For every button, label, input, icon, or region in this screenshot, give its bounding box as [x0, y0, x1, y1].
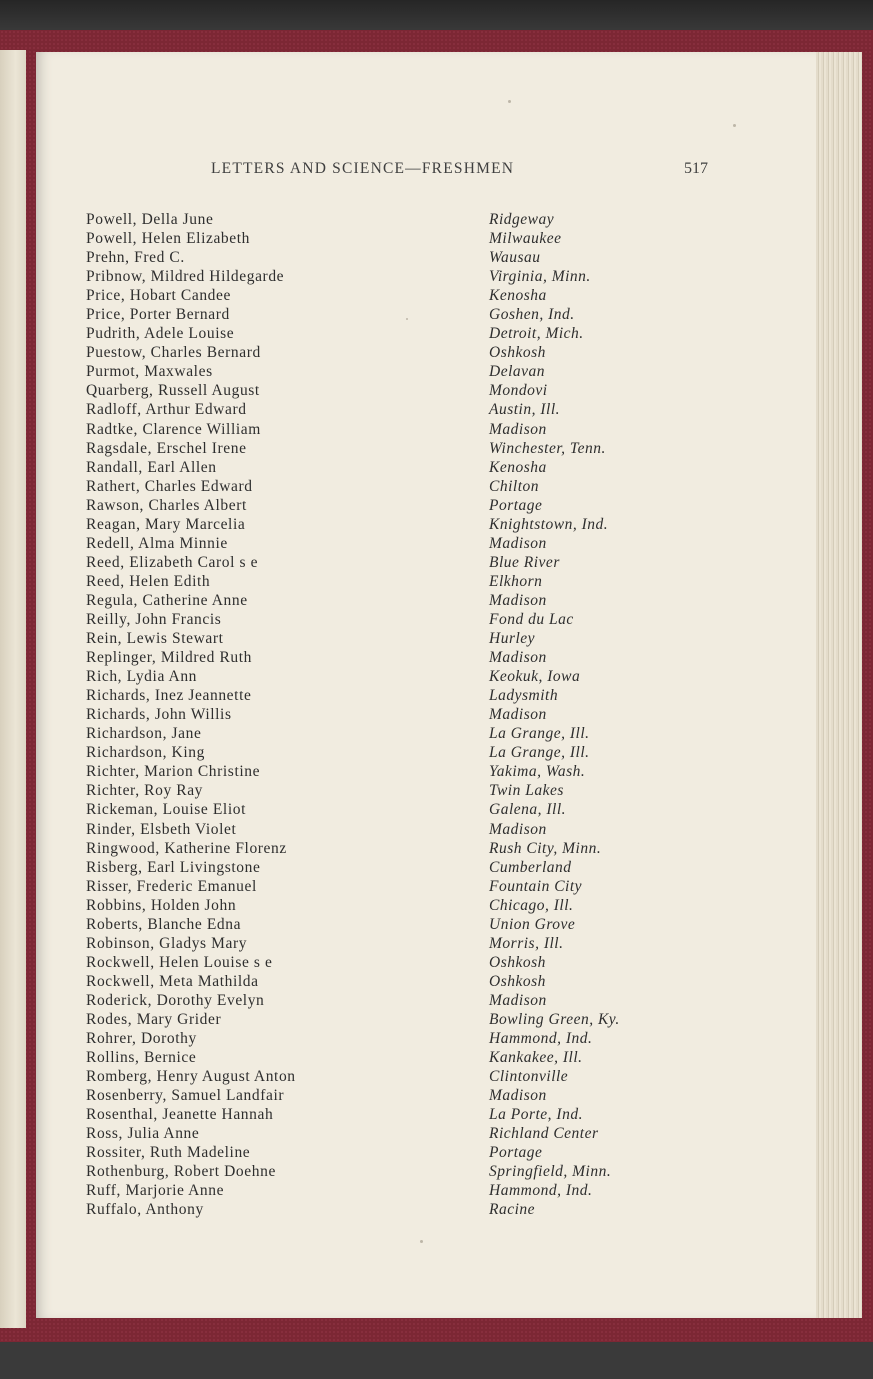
list-item — [86, 858, 666, 877]
student-name: Rein, Lewis Stewart — [86, 630, 224, 648]
hometown: Austin, Ill. — [489, 401, 561, 419]
list-item — [86, 458, 666, 477]
page-number: 517 — [684, 160, 708, 177]
hometown: Kankakee, Ill. — [489, 1049, 583, 1067]
student-name: Rockwell, Helen Louise s e — [86, 953, 273, 971]
student-name: Purmot, Maxwales — [86, 363, 213, 381]
hometown: La Grange, Ill. — [489, 744, 590, 762]
list-item — [86, 839, 666, 858]
list-item — [86, 896, 666, 915]
list-item — [86, 229, 666, 248]
list-item — [86, 210, 666, 229]
hometown: Ridgeway — [489, 211, 555, 228]
hometown: Hurley — [489, 630, 536, 648]
hometown: Madison — [489, 649, 547, 667]
student-name: Pribnow, Mildred Hildegarde — [86, 268, 285, 286]
list-item — [86, 324, 666, 343]
hometown: Madison — [489, 820, 547, 838]
student-name: Pudrith, Adele Louise — [86, 325, 235, 343]
student-name: Ragsdale, Erschel Irene — [86, 439, 247, 457]
page-block-edge — [816, 52, 862, 1318]
hometown: Madison — [489, 991, 547, 1009]
list-item — [86, 343, 666, 362]
hometown: Portage — [489, 1144, 543, 1162]
background — [0, 0, 873, 34]
previous-page-edge — [0, 50, 26, 1328]
list-item — [86, 629, 666, 648]
list-item — [86, 534, 666, 553]
student-name: Powell, Della June — [86, 211, 214, 228]
hometown: Ladysmith — [489, 687, 559, 705]
paper-speck — [420, 1240, 423, 1243]
hometown: Virginia, Minn. — [489, 268, 591, 286]
student-name: Radtke, Clarence William — [86, 420, 261, 438]
student-list — [86, 210, 666, 1219]
student-name: Roderick, Dorothy Evelyn — [86, 991, 265, 1009]
running-header: LETTERS AND SCIENCE—FRESHMEN — [211, 160, 515, 177]
student-name: Price, Hobart Candee — [86, 287, 231, 305]
student-name: Rossiter, Ruth Madeline — [86, 1144, 251, 1162]
list-item — [86, 1200, 666, 1219]
hometown: Fond du Lac — [489, 610, 574, 628]
list-item — [86, 572, 666, 591]
list-item — [86, 877, 666, 896]
hometown: Mondovi — [489, 382, 548, 400]
hometown: Clintonville — [489, 1068, 569, 1086]
student-name: Rinder, Elsbeth Violet — [86, 820, 237, 838]
list-item — [86, 648, 666, 667]
list-item — [86, 1143, 666, 1162]
list-item — [86, 553, 666, 572]
student-name: Reed, Helen Edith — [86, 572, 211, 590]
student-name: Powell, Helen Elizabeth — [86, 230, 251, 248]
student-name: Richter, Roy Ray — [86, 782, 204, 800]
list-item — [86, 781, 666, 800]
list-item — [86, 515, 666, 534]
student-name: Rollins, Bernice — [86, 1049, 197, 1067]
hometown: Madison — [489, 591, 547, 609]
student-name: Radloff, Arthur Edward — [86, 401, 247, 419]
hometown: Blue River — [489, 553, 560, 571]
paper-speck — [508, 100, 511, 103]
student-name: Rawson, Charles Albert — [86, 496, 247, 514]
student-name: Ross, Julia Anne — [86, 1125, 200, 1143]
student-name: Regula, Catherine Anne — [86, 591, 248, 609]
student-name: Ringwood, Katherine Florenz — [86, 839, 287, 857]
hometown: Richland Center — [489, 1125, 599, 1143]
hometown: Yakima, Wash. — [489, 763, 586, 781]
list-item — [86, 724, 666, 743]
list-item — [86, 991, 666, 1010]
list-item — [86, 762, 666, 781]
hometown: Cumberland — [489, 858, 572, 876]
list-item — [86, 286, 666, 305]
hometown: Chicago, Ill. — [489, 896, 574, 914]
hometown: Bowling Green, Ky. — [489, 1010, 620, 1028]
list-item — [86, 667, 666, 686]
student-name: Richards, Inez Jeannette — [86, 687, 252, 705]
list-item — [86, 1181, 666, 1200]
hometown: Springfield, Minn. — [489, 1163, 612, 1181]
hometown: Morris, Ill. — [489, 934, 564, 952]
student-name: Reilly, John Francis — [86, 610, 222, 628]
student-name: Romberg, Henry August Anton — [86, 1068, 296, 1086]
hometown: La Grange, Ill. — [489, 725, 590, 743]
student-name: Rosenthal, Jeanette Hannah — [86, 1106, 274, 1124]
student-name: Roberts, Blanche Edna — [86, 915, 242, 933]
list-item — [86, 953, 666, 972]
hometown: Oshkosh — [489, 953, 546, 971]
list-item — [86, 267, 666, 286]
student-name: Rohrer, Dorothy — [86, 1030, 197, 1048]
hometown: Madison — [489, 420, 547, 438]
hometown: Madison — [489, 1087, 547, 1105]
student-name: Richardson, Jane — [86, 725, 202, 743]
list-item — [86, 1086, 666, 1105]
list-item — [86, 934, 666, 953]
student-name: Richter, Marion Christine — [86, 763, 261, 781]
student-name: Risberg, Earl Livingstone — [86, 858, 261, 876]
list-item — [86, 420, 666, 439]
student-name: Risser, Frederic Emanuel — [86, 877, 257, 895]
hometown: Wausau — [489, 249, 541, 267]
student-name: Rodes, Mary Grider — [86, 1010, 222, 1028]
hometown: Keokuk, Iowa — [489, 668, 581, 686]
student-name: Rosenberry, Samuel Landfair — [86, 1087, 285, 1105]
list-item — [86, 362, 666, 381]
hometown: Rush City, Minn. — [489, 839, 602, 857]
hometown: Hammond, Ind. — [489, 1182, 593, 1200]
hometown: Winchester, Tenn. — [489, 439, 606, 457]
student-name: Ruffalo, Anthony — [86, 1201, 204, 1219]
hometown: Portage — [489, 496, 543, 514]
student-name: Rathert, Charles Edward — [86, 477, 253, 495]
hometown: Fountain City — [489, 877, 583, 895]
list-item — [86, 686, 666, 705]
list-item — [86, 400, 666, 419]
student-name: Redell, Alma Minnie — [86, 534, 228, 552]
list-item — [86, 1067, 666, 1086]
student-name: Prehn, Fred C. — [86, 249, 185, 267]
paper-speck — [406, 318, 408, 320]
student-name: Reagan, Mary Marcelia — [86, 515, 246, 533]
list-item — [86, 820, 666, 839]
hometown: Oshkosh — [489, 344, 546, 362]
list-item — [86, 305, 666, 324]
hometown: Detroit, Mich. — [489, 325, 584, 343]
student-name: Price, Porter Bernard — [86, 306, 230, 324]
hometown: Milwaukee — [489, 230, 562, 248]
list-item — [86, 1048, 666, 1067]
list-item — [86, 743, 666, 762]
hometown: Goshen, Ind. — [489, 306, 575, 324]
student-name: Replinger, Mildred Ruth — [86, 649, 253, 667]
hometown: Delavan — [489, 363, 546, 381]
list-item — [86, 1124, 666, 1143]
hometown: Racine — [489, 1201, 536, 1219]
student-name: Rothenburg, Robert Doehne — [86, 1163, 276, 1181]
student-name: Randall, Earl Allen — [86, 458, 217, 476]
list-item — [86, 381, 666, 400]
list-item — [86, 705, 666, 724]
student-name: Quarberg, Russell August — [86, 382, 260, 400]
student-name: Robbins, Holden John — [86, 896, 237, 914]
hometown: Hammond, Ind. — [489, 1030, 593, 1048]
hometown: Kenosha — [489, 287, 547, 305]
hometown: Elkhorn — [489, 572, 543, 590]
paper-speck — [733, 124, 736, 127]
student-name: Puestow, Charles Bernard — [86, 344, 261, 362]
list-item — [86, 439, 666, 458]
list-item — [86, 477, 666, 496]
list-item — [86, 1029, 666, 1048]
hometown: Madison — [489, 706, 547, 724]
list-item — [86, 1162, 666, 1181]
student-name: Ruff, Marjorie Anne — [86, 1182, 225, 1200]
hometown: Twin Lakes — [489, 782, 564, 800]
list-item — [86, 1105, 666, 1124]
list-item — [86, 496, 666, 515]
hometown: Knightstown, Ind. — [489, 515, 609, 533]
list-item — [86, 915, 666, 934]
hometown: Madison — [489, 534, 547, 552]
hometown: Kenosha — [489, 458, 547, 476]
student-name: Robinson, Gladys Mary — [86, 934, 248, 952]
list-item — [86, 248, 666, 267]
student-name: Richardson, King — [86, 744, 205, 762]
student-name: Rockwell, Meta Mathilda — [86, 972, 259, 990]
list-item — [86, 1010, 666, 1029]
hometown: Oshkosh — [489, 972, 546, 990]
hometown: Chilton — [489, 477, 540, 495]
hometown: La Porte, Ind. — [489, 1106, 583, 1124]
student-name: Rich, Lydia Ann — [86, 668, 198, 686]
list-item — [86, 591, 666, 610]
hometown: Galena, Ill. — [489, 801, 567, 819]
list-item — [86, 610, 666, 629]
list-item — [86, 972, 666, 991]
student-name: Rickeman, Louise Eliot — [86, 801, 246, 819]
student-name: Richards, John Willis — [86, 706, 232, 724]
hometown: Union Grove — [489, 915, 576, 933]
list-item — [86, 800, 666, 819]
student-name: Reed, Elizabeth Carol s e — [86, 553, 259, 571]
